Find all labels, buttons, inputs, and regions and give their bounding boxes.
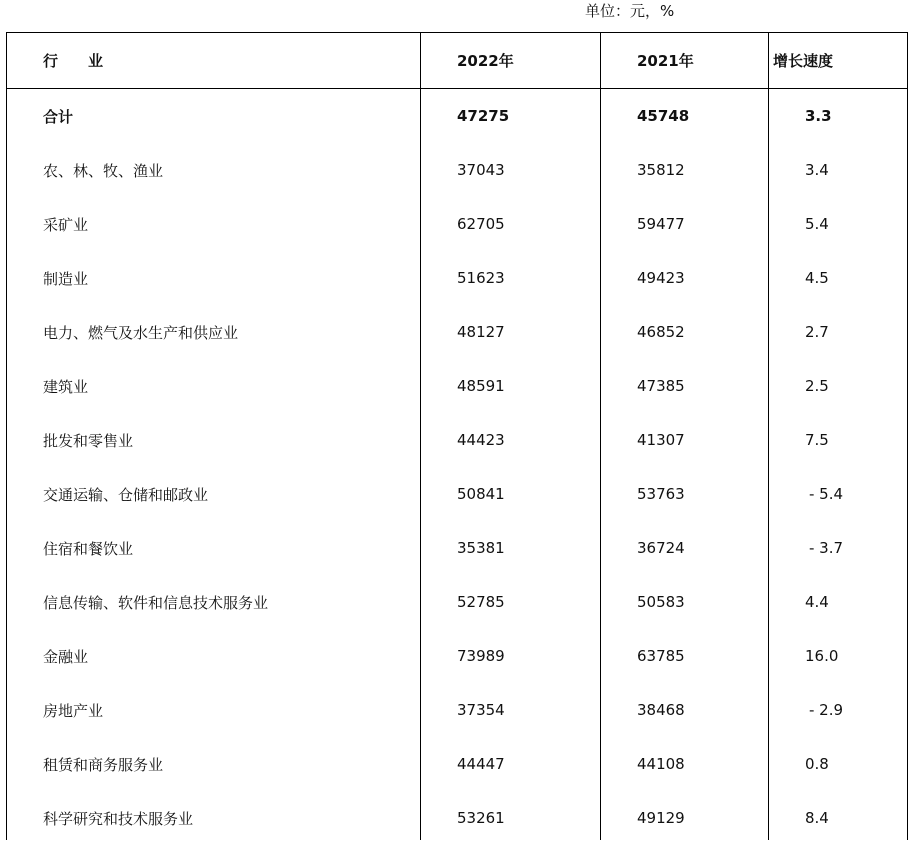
value-2022: 53261	[457, 809, 505, 827]
growth-rate: 4.5	[805, 269, 829, 287]
value-2022: 47275	[457, 107, 510, 125]
growth-rate: - 3.7	[809, 539, 844, 557]
header-industry-char-2: 业	[88, 52, 104, 70]
table-row	[7, 629, 907, 683]
value-2021: 49129	[637, 809, 685, 827]
industry-name: 交通运输、仓储和邮政业	[43, 485, 209, 504]
wage-table	[6, 32, 908, 840]
value-2021: 38468	[637, 701, 685, 719]
value-2022: 37354	[457, 701, 505, 719]
growth-rate: 3.3	[805, 107, 832, 125]
value-2022: 62705	[457, 215, 505, 233]
industry-name: 建筑业	[43, 377, 89, 396]
table-row	[7, 143, 907, 197]
growth-rate: - 5.4	[809, 485, 844, 503]
value-2021: 46852	[637, 323, 685, 341]
header-growth: 增长速度	[773, 52, 834, 70]
value-2022: 48127	[457, 323, 505, 341]
industry-name: 住宿和餐饮业	[43, 539, 134, 558]
header-industry	[43, 33, 103, 88]
industry-name: 农、林、牧、渔业	[43, 161, 164, 180]
industry-name: 房地产业	[43, 701, 104, 720]
value-2022: 50841	[457, 485, 505, 503]
industry-name: 采矿业	[43, 215, 89, 234]
industry-name: 制造业	[43, 269, 89, 288]
value-2021: 36724	[637, 539, 685, 557]
value-2021: 53763	[637, 485, 685, 503]
value-2022: 48591	[457, 377, 505, 395]
table-row	[7, 467, 907, 521]
growth-rate: 7.5	[805, 431, 829, 449]
growth-rate: 2.7	[805, 323, 829, 341]
value-2021: 49423	[637, 269, 685, 287]
table-row	[7, 521, 907, 575]
table-row	[7, 197, 907, 251]
table-row	[7, 791, 907, 845]
industry-name: 科学研究和技术服务业	[43, 809, 194, 828]
table-row	[7, 683, 907, 737]
value-2022: 52785	[457, 593, 505, 611]
header-industry-char-1: 行	[43, 52, 59, 70]
table-header	[7, 33, 907, 89]
growth-rate: 4.4	[805, 593, 829, 611]
unit-note: 单位：元，%	[585, 2, 675, 20]
value-2021: 35812	[637, 161, 685, 179]
value-2022: 44423	[457, 431, 505, 449]
industry-name: 批发和零售业	[43, 431, 134, 450]
growth-rate: 0.8	[805, 755, 829, 773]
industry-name: 合计	[43, 107, 74, 126]
value-2021: 44108	[637, 755, 685, 773]
table-row	[7, 305, 907, 359]
value-2021: 63785	[637, 647, 685, 665]
value-2021: 59477	[637, 215, 685, 233]
value-2022: 37043	[457, 161, 505, 179]
growth-rate: 3.4	[805, 161, 829, 179]
value-2022: 44447	[457, 755, 505, 773]
growth-rate: 2.5	[805, 377, 829, 395]
value-2021: 50583	[637, 593, 685, 611]
table-row	[7, 89, 907, 143]
growth-rate: 16.0	[805, 647, 839, 665]
table-row	[7, 737, 907, 791]
industry-name: 租赁和商务服务业	[43, 755, 164, 774]
table-row	[7, 251, 907, 305]
table-row	[7, 413, 907, 467]
industry-name: 电力、燃气及水生产和供应业	[43, 323, 239, 342]
header-2021: 2021年	[637, 52, 694, 70]
industry-name: 信息传输、软件和信息技术服务业	[43, 593, 269, 612]
value-2021: 47385	[637, 377, 685, 395]
value-2021: 41307	[637, 431, 685, 449]
value-2021: 45748	[637, 107, 690, 125]
table-row	[7, 575, 907, 629]
value-2022: 35381	[457, 539, 505, 557]
growth-rate: - 2.9	[809, 701, 844, 719]
growth-rate: 5.4	[805, 215, 829, 233]
value-2022: 73989	[457, 647, 505, 665]
growth-rate: 8.4	[805, 809, 829, 827]
table-row	[7, 359, 907, 413]
header-2022: 2022年	[457, 52, 514, 70]
value-2022: 51623	[457, 269, 505, 287]
industry-name: 金融业	[43, 647, 89, 666]
